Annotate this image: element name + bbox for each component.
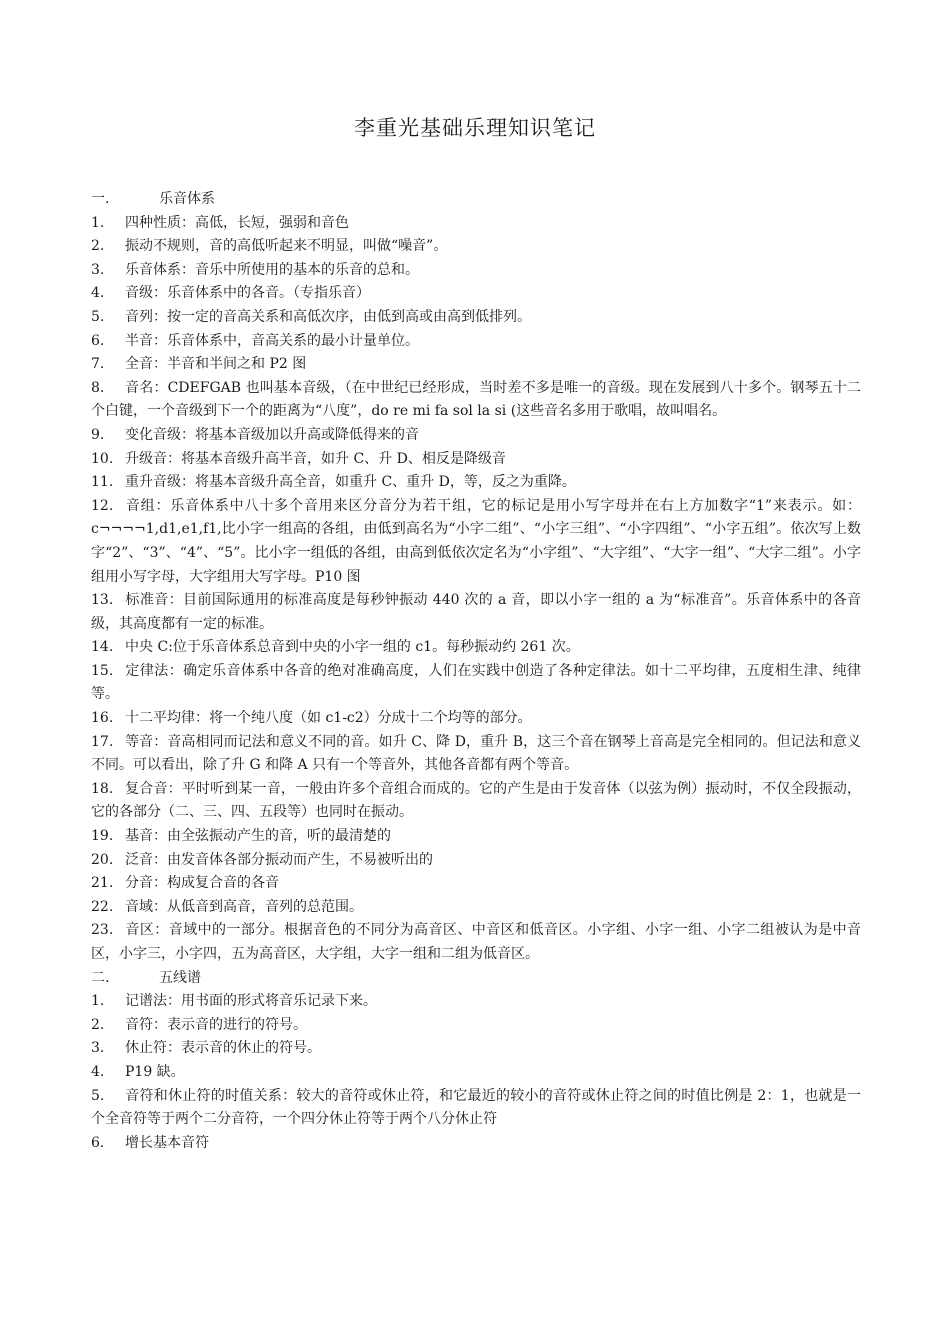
list-item	[91, 778, 861, 825]
list-item-number: 2.	[91, 1016, 105, 1033]
list-item-text: 音区：音域中的一部分。根据音色的不同分为高音区、中音区和低音区。小字组、小字一组、小字二组被认为是中音区，小字三，小字四，五为高音区，大字组，大字一组和二组为低音区。	[91, 922, 861, 962]
list-item-number: 16.	[91, 710, 114, 727]
list-item-number: 4.	[91, 285, 105, 302]
list-item-number: 14.	[91, 639, 114, 656]
section-number: 二.	[91, 969, 110, 986]
list-item	[91, 495, 861, 589]
list-item-number: 13.	[91, 592, 114, 609]
section-heading-text: 五线谱	[159, 969, 201, 986]
list-item-text: 分音：构成复合音的各音	[125, 875, 279, 892]
list-item-number: 18.	[91, 780, 114, 797]
list-item-number: 1.	[91, 214, 105, 231]
list-item	[91, 353, 861, 377]
list-item-number: 19.	[91, 828, 114, 845]
list-item	[91, 330, 861, 354]
list-item-text: 音符：表示音的进行的符号。	[125, 1016, 307, 1033]
list-item-text: 半音：乐音体系中，音高关系的最小计量单位。	[125, 332, 419, 349]
document-title: 李重光基础乐理知识笔记	[354, 116, 596, 140]
list-item	[91, 1132, 861, 1156]
list-item-text: 增长基本音符	[125, 1134, 209, 1151]
section-heading-text: 乐音体系	[159, 191, 215, 207]
list-item-text: 中央 C:位于乐音体系总音到中央的小字一组的 c1。每秒振动约 261 次。	[125, 639, 580, 656]
list-item-text: 全音：半音和半间之和 P2 图	[125, 356, 307, 373]
list-item-number: 11.	[91, 474, 114, 491]
list-item	[91, 259, 861, 283]
list-item-text: 音域：从低音到高音，音列的总范围。	[125, 898, 363, 915]
list-item-text: 等音：音高相同而记法和意义不同的音。如升 C、降 D，重升 B，这三个音在钢琴上音高是完全相同的。但记法和意义不同。可以看出，除了升 G 和降 A 只有一个等音外，其他各音都有两个等音。	[91, 733, 861, 774]
list-item	[91, 589, 861, 636]
list-item-text: 十二平均律：将一个纯八度（如 c1-c2）分成十二个均等的部分。	[125, 710, 532, 727]
list-item-number: 17.	[91, 733, 114, 750]
list-item-number: 23.	[91, 922, 114, 939]
list-item-text: 四种性质：高低，长短，强弱和音色	[125, 214, 349, 231]
list-item	[91, 212, 861, 236]
list-item-text: 变化音级：将基本音级加以升高或降低得来的音	[125, 426, 419, 443]
list-item	[91, 1085, 861, 1132]
list-item-number: 12.	[91, 497, 114, 514]
list-item-number: 3.	[91, 261, 105, 278]
list-item	[91, 825, 861, 849]
list-item	[91, 1037, 861, 1061]
list-item	[91, 1061, 861, 1085]
list-item-number: 3.	[91, 1040, 105, 1057]
list-item-text: 振动不规则，音的高低听起来不明显，叫做“噪音”。	[125, 238, 448, 255]
list-item-number: 7.	[91, 356, 105, 373]
list-item	[91, 636, 861, 660]
list-item	[91, 235, 861, 259]
section-heading	[91, 967, 861, 991]
list-item	[91, 471, 861, 495]
document-body	[91, 188, 861, 1155]
list-item	[91, 660, 861, 707]
list-item-number: 20.	[91, 851, 114, 868]
list-item	[91, 896, 861, 920]
list-item-number: 6.	[91, 332, 105, 349]
list-item-text: 标准音：目前国际通用的标准高度是每秒钟振动 440 次的 a 音，即以小字一组的 a 为“标准音”。乐音体系中的各音级，其高度都有一定的标准。	[91, 592, 861, 632]
list-item-text: 音名：CDEFGAB 也叫基本音级，（在中世纪已经形成，当时差不多是唯一的音级。现在发展到八十多个。钢琴五十二个白键，一个音级到下一个的距离为“八度”，do re mi fa sol la si (这些音名多用于歌唱，故叫唱名。	[91, 379, 861, 420]
list-item	[91, 872, 861, 896]
list-item-number: 21.	[91, 875, 114, 892]
list-item-number: 10.	[91, 450, 114, 467]
list-item-number: 9.	[91, 426, 105, 443]
list-item	[91, 919, 861, 966]
list-item	[91, 306, 861, 330]
list-item-number: 22.	[91, 898, 114, 915]
list-item-text: 记谱法：用书面的形式将音乐记录下来。	[125, 993, 377, 1010]
list-item	[91, 990, 861, 1014]
list-item-number: 5.	[91, 1087, 105, 1104]
list-item-number: 4.	[91, 1063, 105, 1080]
sections-container	[91, 188, 861, 1155]
section-heading	[91, 188, 861, 212]
list-item	[91, 377, 861, 424]
section-number: 一.	[91, 191, 110, 207]
list-item-text: 定律法：确定乐音体系中各音的绝对准确高度，人们在实践中创造了各种定律法。如十二平均律，五度相生津、纯律等。	[91, 662, 861, 703]
list-item	[91, 1014, 861, 1038]
list-item-number: 5.	[91, 308, 105, 325]
list-item-text: P19 缺。	[125, 1063, 185, 1080]
list-item	[91, 731, 861, 778]
list-item-number: 1.	[91, 993, 105, 1010]
list-item	[91, 707, 861, 731]
list-item-text: 音组：乐音体系中八十多个音用来区分音分为若干组，它的标记是用小写字母并在右上方加数字“1”来表示。如：c¬¬¬¬1,d1,e1,f1,比小字一组高的各组，由低到高名为“小字二组”、“小字三组”、“小字四组”、“小字五组”。依次写上数字“2”、“3”、“4”、“5”。比小字一组低的各组，由高到低依次定名为“小字组”、“大字组”、“大字一组”、“大字二组”。小字组用小写字母，大字组用大写字母。P10 图	[91, 497, 861, 585]
list-item-text: 升级音：将基本音级升高半音，如升 C、升 D、相反是降级音	[125, 450, 506, 467]
list-item-text: 音符和休止符的时值关系：较大的音符或休止符，和它最近的较小的音符或休止符之间的时值比例是 2：1，也就是一个全音符等于两个二分音符，一个四分休止符等于两个八分休止符	[91, 1087, 861, 1128]
list-item-text: 休止符：表示音的休止的符号。	[125, 1040, 321, 1057]
list-item	[91, 282, 861, 306]
list-item-number: 8.	[91, 379, 105, 396]
list-item-text: 复合音：平时听到某一音，一般由许多个音组合而成的。它的产生是由于发音体（以弦为例）振动时，不仅全段振动，它的各部分（二、三、四、五段等）也同时在振动。	[91, 780, 861, 821]
list-item-text: 重升音级：将基本音级升高全音，如重升 C、重升 D，等，反之为重降。	[125, 474, 576, 491]
list-item-text: 泛音：由发音体各部分振动而产生，不易被听出的	[125, 851, 433, 868]
list-item-text: 音列：按一定的音高关系和高低次序，由低到高或由高到低排列。	[125, 308, 531, 325]
list-item	[91, 424, 861, 448]
list-item-number: 2.	[91, 238, 105, 255]
list-item-number: 6.	[91, 1134, 105, 1151]
list-item-text: 基音：由全弦振动产生的音，听的最清楚的	[125, 828, 391, 845]
list-item	[91, 448, 861, 472]
list-item-number: 15.	[91, 662, 114, 679]
list-item-text: 乐音体系：音乐中所使用的基本的乐音的总和。	[125, 261, 419, 278]
list-item-text: 音级：乐音体系中的各音。（专指乐音）	[125, 285, 370, 302]
list-item	[91, 849, 861, 873]
